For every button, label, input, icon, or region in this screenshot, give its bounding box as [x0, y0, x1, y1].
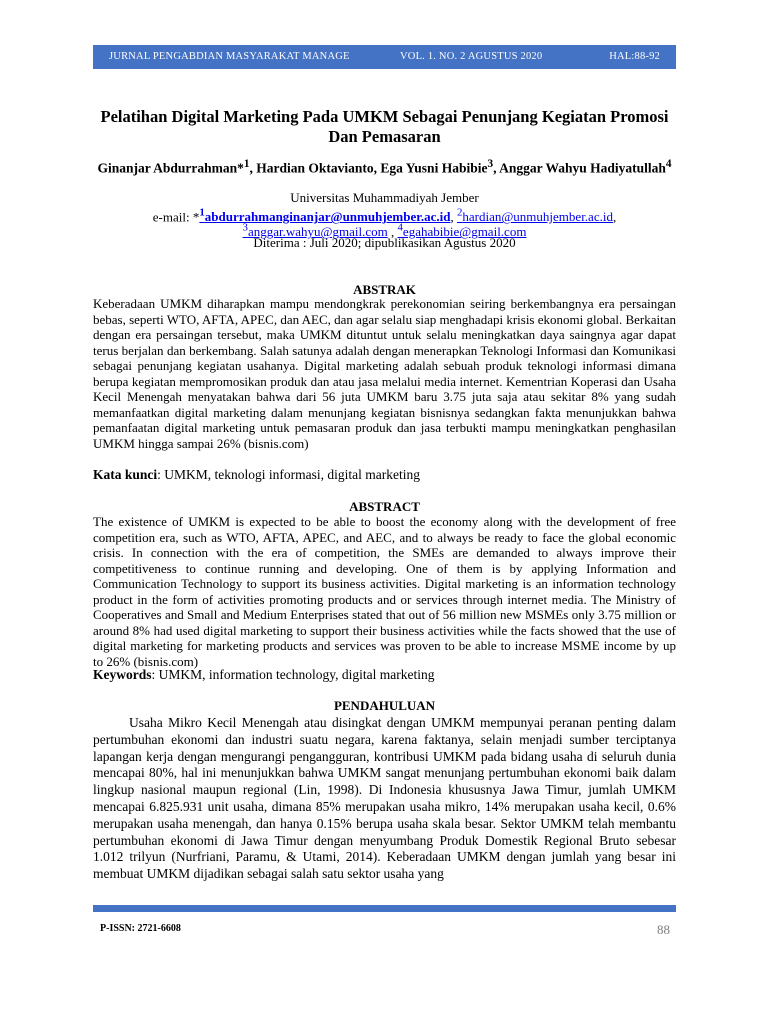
pendahuluan-heading: PENDAHULUAN — [333, 698, 436, 713]
journal-header-bar — [93, 45, 676, 69]
keywords — [93, 667, 676, 683]
kata-kunci-text: : UMKM, teknologi informasi, digital marketing — [157, 467, 420, 482]
author-2-3: , Hardian Oktavianto, Ega Yusni Habibie — [249, 160, 488, 176]
paper-title: Pelatihan Digital Marketing Pada UMKM Sebagai Penunjang Kegiatan Promosi Dan Pemasaran — [100, 107, 669, 146]
email-prefix: e-mail: * — [152, 209, 200, 225]
abstract-text: The existence of UMKM is expected to be able to boost the economy along with the development of free competition era, such as WTO, AFTA, APEC, and AEC, and to always be ready to face the global economic crisis. In connection with the era of competition, the SMEs are demanded to always improve their competitiveness to continue running and developing. One of them is by applying Information and Communication Technology to support its business activities. Digital marketing is an information technology product in the form of activities promoting products and or services through internet media. The Ministry of Cooperatives and Small and Medium Enterprises stated that out of 56 million new MSMEs only 3.75 million or around 8% had used digital marketing to support their business activities while the facts showed that the use of digital marketing for marketing products and services was proven to be able to increase MSME income by up to 26% (bisnis.com) — [93, 514, 676, 669]
email-separator: , — [612, 209, 617, 225]
author-3-sup: 3 — [487, 158, 494, 170]
received-date: Diterima : Juli 2020; dipublikasikan Agustus 2020 — [253, 235, 516, 250]
email-link-2[interactable]: $^2$hardian@unmuhjember.ac.id — [456, 207, 613, 225]
email-link-3[interactable]: $^3$anggar.wahyu@gmail.com — [242, 222, 388, 240]
email-link-1[interactable]: $^1$abdurrahmanginanjar@unmuhjember.ac.id — [199, 207, 451, 225]
kata-kunci-label: Kata kunci — [93, 467, 158, 482]
author-4-sup: 4 — [665, 158, 672, 170]
abstrak-heading: ABSTRAK — [353, 282, 416, 297]
email-separator: , — [387, 224, 398, 240]
author-1-sup: 1 — [243, 158, 250, 170]
author-4: , Anggar Wahyu Hadiyatullah — [493, 160, 666, 176]
author-1: Ginanjar Abdurrahman* — [97, 160, 244, 176]
journal-volume: VOL. 1. NO. 2 AGUSTUS 2020 — [400, 51, 543, 62]
kata-kunci — [93, 467, 676, 483]
journal-pages: HAL:88-92 — [609, 51, 660, 62]
email-link-4[interactable]: $^4$egahabibie@gmail.com — [397, 222, 527, 240]
journal-name: JURNAL PENGABDIAN MASYARAKAT MANAGE — [109, 51, 350, 62]
email-separator: , — [450, 209, 457, 225]
issn: P-ISSN: 2721-6608 — [100, 923, 181, 934]
author-list — [93, 156, 676, 177]
keywords-label: Keywords — [93, 667, 152, 682]
abstrak-text: Keberadaan UMKM diharapkan mampu mendongkrak perekonomian seiring berkembangnya era persaingan bebas, seperti WTO, AFTA, APEC, dan AEC, dan agar selalu siap menghadapi krisis ekonomi global. Berkaitan dengan era persaingan tersebut, maka UMKM dituntut untuk selalu meningkatkan daya saingnya agar dapat terus berjalan dan berkembang. Salah satunya adalah dengan menerapkan Teknologi Informasi dan Komunikasi sebagai penunjang kegiatan usahanya. Digital marketing adalah sebuah produk teknologi informasi dimana berupa kegiatan mempromosikan produk dan atau jasa melalui media internet. Kementrian Koperasi dan Usaha Kecil Menengah menyatakan bahwa dari 56 juta UMKM baru 3.75 juta saja atau sekitar 8% yang sudah memanfaatkan digital marketing dalam menunjang kegiatan bisnisnya sedangkan fakta menunjukkan bahwa pemanfaatan digital marketing untuk pemasaran produk dan jasa terbukti mampu meningkatkan penghasilan UMKM hingga sampai 26% (bisnis.com) — [93, 296, 677, 451]
affiliation: Universitas Muhammadiyah Jember — [290, 190, 479, 205]
footer-bar — [93, 905, 676, 912]
keywords-text: : UMKM, information technology, digital marketing — [151, 667, 435, 682]
pendahuluan-text: Usaha Mikro Kecil Menengah atau disingkat dengan UMKM mempunyai peranan penting dalam pertumbuhan ekonomi dan industri suatu negara, karena faktanya, selain menjadi sumber terciptanya lapangan kerja dengan mengurangi pengangguran, kontribusi UMKM pada bidang usaha di seluruh dunia mencapai 80%, hal ini menunjukkan bahwa UMKM sangat menunjang pertumbuhan ekonomi baik dalam lingkup nasional maupun regional (Lin, 1998). Di Indonesia khususnya Jawa Timur, jumlah UMKM mencapai 6.825.931 unit usaha, dimana 85% merupakan usaha mikro, 14% merupakan usaha kecil, 0.6% merupakan usaha menengah, dan hanya 0.15% berupa usaha skala besar. Sektor UMKM telah membantu pertumbuhan ekonomi di Jawa Timur dengan menyumbang Produk Domestik Regional Bruto sebesar 1.012 trilyun (Nurfriani, Paramu, & Utami, 2014). Keberadaan UMKM dengan jumlah yang besar ini membuat UMKM dijadikan sebagai salah satu sektor usaha yang — [93, 715, 676, 882]
abstract-heading: ABSTRACT — [349, 499, 420, 514]
page-number: 88 — [657, 922, 670, 937]
